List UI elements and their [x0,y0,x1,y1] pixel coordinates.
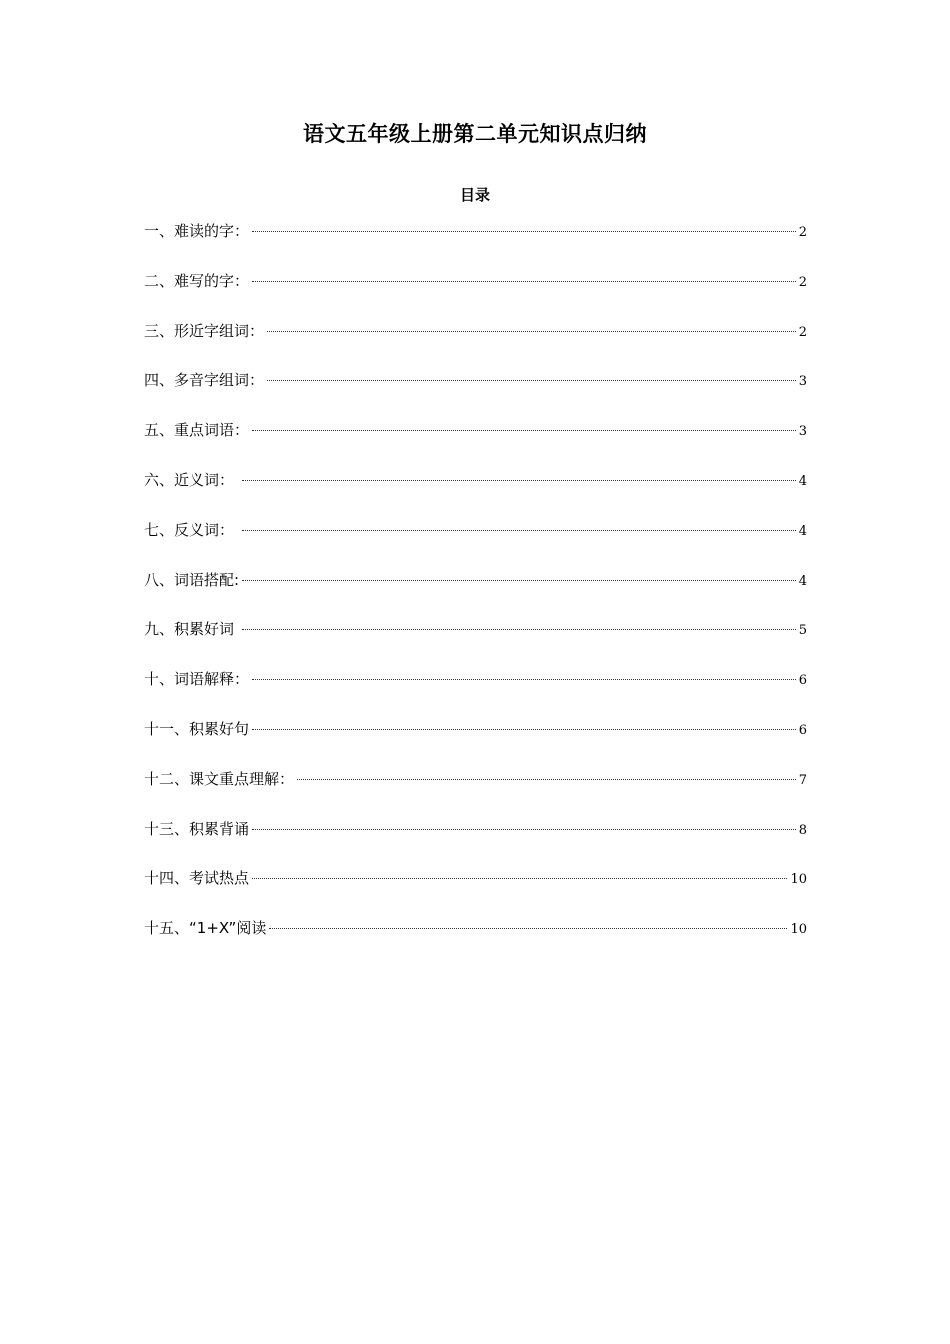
toc-dot-leader [252,729,796,730]
toc-entry-label: 五、重点词语： [144,421,250,440]
toc-entry[interactable] [144,220,807,270]
toc-entry-label: 十三、积累背诵 [144,819,250,838]
table-of-contents [144,220,807,967]
toc-entry-page: 4 [798,523,807,539]
toc-entry-label: 二、难写的字： [144,271,250,290]
toc-entry-page: 4 [798,473,807,489]
toc-entry-label: 七、反义词： [144,520,239,539]
toc-entry-label: 三、形近字组词： [144,321,265,340]
document-title: 语文五年级上册第二单元知识点归纳 [303,122,647,146]
toc-dot-leader [252,430,796,431]
toc-entry-label: 十一、积累好句 [144,719,250,738]
toc-entry-page: 4 [798,573,807,589]
toc-entry[interactable] [144,369,807,419]
toc-entry[interactable] [144,768,807,818]
toc-entry-page: 6 [798,673,807,689]
toc-entry[interactable] [144,867,807,917]
toc-entry-page: 2 [798,324,807,340]
toc-entry-page: 7 [798,772,807,788]
toc-entry-page: 2 [798,274,807,290]
toc-dot-leader [297,779,796,780]
toc-dot-leader [242,629,796,630]
toc-heading: 目录 [459,186,490,204]
toc-dot-leader [267,380,796,381]
toc-dot-leader [252,231,796,232]
toc-entry-page: 6 [798,722,807,738]
toc-entry-label: 十五、“1+X”阅读 [144,919,267,938]
toc-entry[interactable] [144,320,807,370]
toc-entry[interactable] [144,917,807,967]
toc-dot-leader [242,530,796,531]
toc-entry[interactable] [144,618,807,668]
toc-entry[interactable] [144,718,807,768]
toc-entry-page: 8 [798,822,807,838]
toc-dot-leader [252,281,796,282]
toc-dot-leader [252,679,796,680]
toc-entry-label: 九、积累好词 [144,620,239,639]
toc-entry[interactable] [144,519,807,569]
toc-entry-page: 2 [798,225,807,240]
toc-dot-leader [252,878,787,879]
toc-entry[interactable] [144,818,807,868]
toc-entry-page: 10 [790,872,807,888]
toc-entry[interactable] [144,668,807,718]
toc-dot-leader [267,331,796,332]
toc-entry-page: 3 [798,374,807,390]
toc-entry[interactable] [144,270,807,320]
toc-entry-label: 十、词语解释： [144,670,250,689]
toc-entry-label: 十二、课文重点理解： [144,769,295,788]
toc-dot-leader [242,480,796,481]
toc-entry-label: 六、近义词： [144,470,239,489]
toc-dot-leader [269,928,787,929]
toc-entry-label: 四、多音字组词： [144,371,265,390]
toc-entry-label: 八、词语搭配: [144,570,240,589]
toc-entry-label: 十四、考试热点 [144,869,250,888]
toc-dot-leader [252,829,796,830]
toc-entry[interactable] [144,569,807,619]
toc-entry-page: 10 [790,922,807,938]
toc-entry-page: 5 [798,623,807,639]
toc-dot-leader [242,580,796,581]
toc-entry[interactable] [144,469,807,519]
toc-entry-label: 一、难读的字： [144,222,250,240]
toc-entry-page: 3 [798,424,807,440]
toc-entry[interactable] [144,419,807,469]
